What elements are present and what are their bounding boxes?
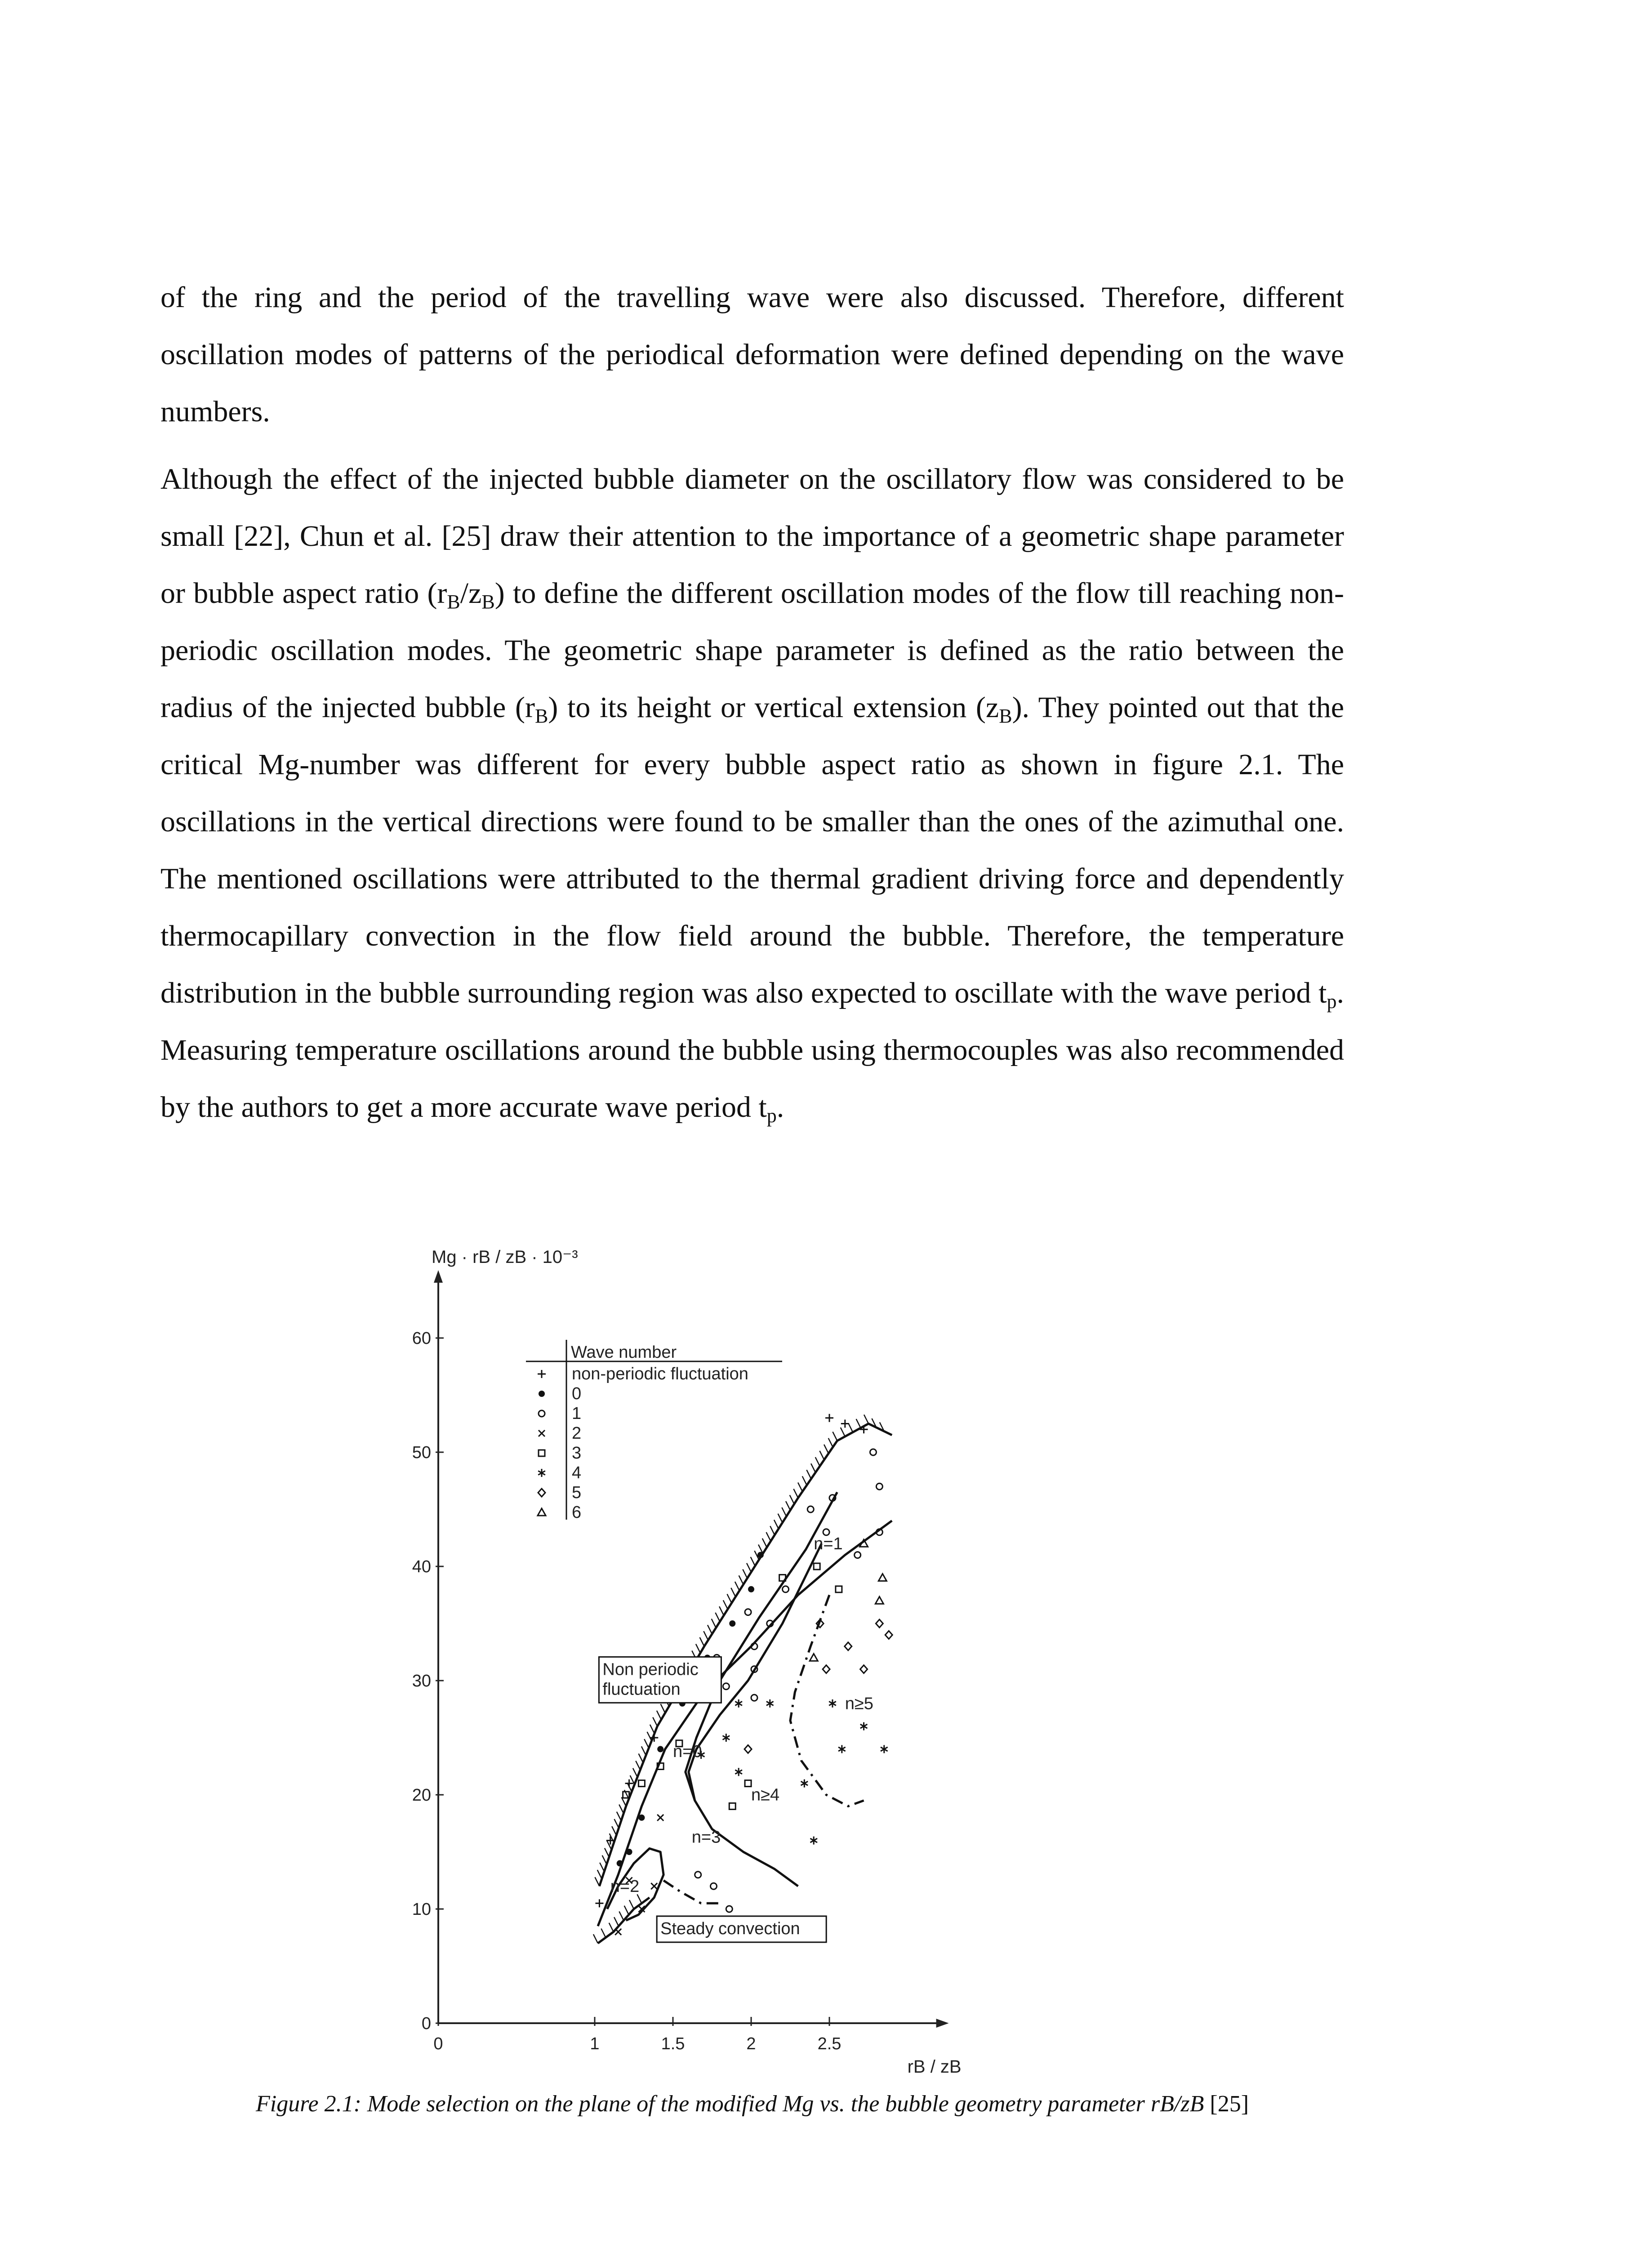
- data-point-nonperiodic: [595, 1899, 603, 1907]
- legend-entry-label: 2: [572, 1424, 582, 1443]
- hatch-mark: [647, 1732, 652, 1741]
- hatch-mark: [619, 1805, 623, 1814]
- data-point-n4: [735, 1768, 742, 1776]
- caption-reference: [25]: [1210, 2091, 1249, 2117]
- legend-entry-label: 5: [572, 1483, 582, 1502]
- y-tick-label: 20: [412, 1786, 431, 1805]
- data-point-n4: [810, 1837, 817, 1845]
- data-point-n3: [638, 1780, 645, 1787]
- data-point-n1: [855, 1552, 861, 1558]
- legend-entry-label: 0: [572, 1384, 582, 1403]
- data-point-n4: [538, 1469, 545, 1477]
- hatch-mark: [723, 1600, 728, 1609]
- hatch-mark: [708, 1625, 712, 1634]
- hatch-mark: [712, 1619, 716, 1628]
- hatch-mark: [661, 1704, 665, 1713]
- data-point-n1: [807, 1506, 814, 1512]
- y-axis-label: Mg · rB / zB · 10⁻³: [432, 1247, 578, 1267]
- data-point-n4: [838, 1745, 846, 1753]
- data-point-n2: [657, 1815, 663, 1821]
- data-point-n1: [539, 1410, 545, 1417]
- hatch-mark: [727, 1594, 732, 1603]
- data-point-n5: [860, 1665, 868, 1673]
- y-tick-label: 50: [412, 1443, 431, 1462]
- hatch-mark: [600, 1863, 604, 1872]
- hatch-mark: [602, 1855, 607, 1864]
- hatch-mark: [856, 1419, 861, 1428]
- hatch-mark: [766, 1532, 771, 1541]
- hatch-mark: [704, 1631, 708, 1640]
- hatch-mark: [778, 1514, 783, 1523]
- hatch-mark: [597, 1870, 602, 1879]
- y-tick-label: 40: [412, 1557, 431, 1576]
- hatch-mark: [790, 1495, 794, 1504]
- y-tick-label: 0: [421, 2014, 431, 2033]
- data-point-n3: [745, 1780, 751, 1787]
- region-label: n≥5: [845, 1694, 873, 1713]
- x-tick-label: 0: [433, 2034, 443, 2053]
- data-point-n5: [845, 1642, 852, 1650]
- figure-2-1: [382, 1209, 1101, 2086]
- hatch-mark: [770, 1526, 775, 1535]
- data-point-n2: [651, 1883, 657, 1889]
- data-point-n6: [538, 1508, 546, 1516]
- data-point-n1: [745, 1609, 751, 1615]
- data-point-n0: [617, 1860, 623, 1866]
- hatch-mark: [833, 1432, 837, 1441]
- data-point-n6: [810, 1654, 818, 1661]
- hatch-mark: [700, 1637, 704, 1646]
- data-point-n0: [539, 1391, 545, 1397]
- hatch-mark: [819, 1451, 824, 1460]
- x-tick-label: 1.5: [661, 2034, 685, 2053]
- region-label: n≥4: [751, 1785, 780, 1805]
- hatch-mark: [735, 1582, 739, 1591]
- hatch-mark: [619, 1911, 623, 1920]
- hatch-mark: [841, 1427, 845, 1436]
- data-point-n1: [876, 1483, 882, 1490]
- hatch-mark: [657, 1711, 661, 1720]
- data-point-n5: [744, 1745, 752, 1753]
- data-point-n6: [875, 1597, 883, 1604]
- hatch-mark: [644, 1739, 649, 1748]
- data-point-n1: [783, 1586, 789, 1592]
- hatch-mark: [617, 1812, 621, 1821]
- region-label: n=1: [814, 1534, 843, 1553]
- data-point-n5: [885, 1631, 892, 1639]
- legend-entry-label: 6: [572, 1503, 582, 1522]
- data-point-n1: [751, 1695, 757, 1701]
- hatch-mark: [595, 1877, 599, 1886]
- hatch-mark: [793, 1489, 798, 1498]
- data-point-n0: [748, 1586, 754, 1592]
- paragraph-1: [160, 269, 1344, 440]
- hatch-mark: [798, 1482, 802, 1491]
- data-point-n3: [814, 1563, 820, 1570]
- data-point-nonperiodic: [825, 1414, 833, 1422]
- legend-entry-label: 3: [572, 1444, 582, 1463]
- paragraph-2-text: Although the effect of the injected bubble diameter on the oscillatory flow was considered to be small [22], Chun et al. [25] draw their attention to the importance of a geometric shape parameter or bubble aspect ratio $(r_B/z_B)$ to define the different oscillation modes of the flow till reaching non-periodic oscillation modes. The geometric shape parameter is defined as the ratio between the radius of the injected bubble $(r_B)$ to its height or vertical extension $(z_B)$. They pointed out that the critical Mg-number was different for every bubble aspect ratio as shown in figure 2.1. The oscillations in the vertical directions were found to be smaller than the ones of the azimuthal one. The mentioned oscillations were attributed to the thermal gradient driving force and dependently thermocapillary convection in the flow field around the bubble. Therefore, the temperature distribution in the bubble surrounding region was also expected to oscillate with the wave period $t_p$. Measuring temperature oscillations around the bubble using thermocouples was also recommended by the authors to get a more accurate wave period $t_p$.: [160, 463, 1344, 1127]
- data-point-nonperiodic: [841, 1420, 849, 1428]
- data-point-n0: [638, 1815, 645, 1821]
- x-tick-label: 1: [590, 2034, 600, 2053]
- data-point-n2: [615, 1929, 621, 1935]
- hatch-mark: [639, 1753, 643, 1762]
- mode-selection-chart: [382, 1209, 1101, 2086]
- region-label: Steady convection: [660, 1919, 800, 1938]
- hatch-mark: [715, 1613, 720, 1622]
- data-point-n4: [801, 1780, 808, 1788]
- data-point-n0: [626, 1849, 632, 1855]
- region-label: fluctuation: [602, 1680, 681, 1699]
- hatch-mark: [848, 1423, 853, 1432]
- hatch-mark: [731, 1588, 735, 1597]
- y-tick-label: 10: [412, 1900, 431, 1919]
- hatch-mark: [653, 1717, 657, 1726]
- paragraph-2: [160, 450, 1344, 1136]
- hatch-mark: [719, 1606, 724, 1615]
- region-label: Non periodic: [602, 1660, 699, 1679]
- data-point-nonperiodic: [625, 1780, 633, 1788]
- hatch-mark: [782, 1508, 786, 1517]
- hatch-mark: [751, 1557, 755, 1566]
- data-point-n6: [878, 1574, 886, 1581]
- hatch-mark: [806, 1470, 811, 1479]
- x-axis-label: rB / zB: [907, 2057, 962, 2077]
- data-point-n3: [539, 1450, 545, 1456]
- hatch-mark: [605, 1848, 609, 1857]
- hatch-mark: [650, 1725, 655, 1734]
- x-tick-label: 2: [746, 2034, 756, 2053]
- x-axis-arrow: [936, 2019, 949, 2028]
- hatch-mark: [641, 1746, 646, 1755]
- data-point-n4: [723, 1734, 730, 1742]
- figure-caption: [160, 2091, 1344, 2117]
- hatch-mark: [828, 1438, 833, 1447]
- legend-entry-label: 1: [572, 1404, 582, 1423]
- hatch-mark: [824, 1445, 828, 1454]
- legend-title: Wave number: [571, 1343, 677, 1362]
- hatch-mark: [593, 1934, 598, 1943]
- legend-entry-label: 4: [572, 1463, 582, 1482]
- hatch-mark: [762, 1539, 767, 1548]
- data-point-n1: [726, 1906, 732, 1912]
- data-point-n5: [538, 1489, 545, 1497]
- hatch-mark: [743, 1569, 747, 1578]
- hatch-mark: [811, 1463, 815, 1472]
- data-point-n5: [823, 1665, 830, 1673]
- hatch-mark: [609, 1923, 614, 1932]
- data-point-n4: [860, 1722, 868, 1731]
- hatch-mark: [636, 1761, 640, 1770]
- hatch-mark: [774, 1520, 779, 1529]
- data-point-n3: [729, 1803, 735, 1809]
- data-point-n4: [881, 1745, 888, 1753]
- hatch-mark: [739, 1575, 744, 1584]
- hatch-mark: [802, 1476, 807, 1485]
- y-tick-label: 60: [412, 1329, 431, 1348]
- data-point-n1: [870, 1449, 876, 1455]
- data-point-nonperiodic: [538, 1370, 546, 1378]
- y-tick-label: 30: [412, 1672, 431, 1690]
- region-label: n=2: [610, 1877, 640, 1896]
- data-point-n4: [829, 1699, 836, 1708]
- hatch-mark: [864, 1415, 868, 1424]
- data-point-n1: [723, 1683, 729, 1690]
- hatch-mark: [614, 1819, 619, 1828]
- data-point-n1: [710, 1883, 717, 1889]
- hatch-mark: [612, 1826, 616, 1835]
- hatch-mark: [747, 1563, 751, 1572]
- data-point-n0: [757, 1552, 764, 1558]
- data-point-n3: [836, 1586, 842, 1592]
- y-axis-arrow: [434, 1270, 443, 1283]
- region-label: n=0: [673, 1742, 702, 1762]
- hatch-mark: [614, 1917, 619, 1926]
- x-tick-label: 2.5: [817, 2034, 842, 2053]
- hatch-mark: [633, 1768, 637, 1777]
- caption-text: Figure 2.1: Mode selection on the plane of the modified Mg vs. the bubble geometry parameter rB/zB: [255, 2091, 1204, 2117]
- hatch-mark: [696, 1644, 700, 1653]
- data-point-n5: [876, 1619, 883, 1628]
- region-label: n=3: [691, 1828, 721, 1847]
- hatch-mark: [815, 1457, 820, 1466]
- legend-entry-label: non-periodic fluctuation: [572, 1365, 748, 1383]
- hatch-mark: [786, 1501, 790, 1510]
- data-point-n0: [657, 1746, 663, 1752]
- data-point-n0: [729, 1620, 735, 1627]
- data-point-n4: [766, 1699, 774, 1708]
- paragraph-1-text: of the ring and the period of the travelling wave were also discussed. Therefore, different oscillation modes of patterns of the periodical deformation were defined depending on the wave numbers.: [160, 281, 1344, 428]
- data-point-n2: [539, 1430, 545, 1436]
- data-point-n1: [695, 1872, 701, 1878]
- hatch-mark: [601, 1929, 606, 1938]
- data-point-n4: [735, 1699, 742, 1708]
- hatch-mark: [624, 1906, 629, 1915]
- hatch-mark: [629, 1900, 634, 1909]
